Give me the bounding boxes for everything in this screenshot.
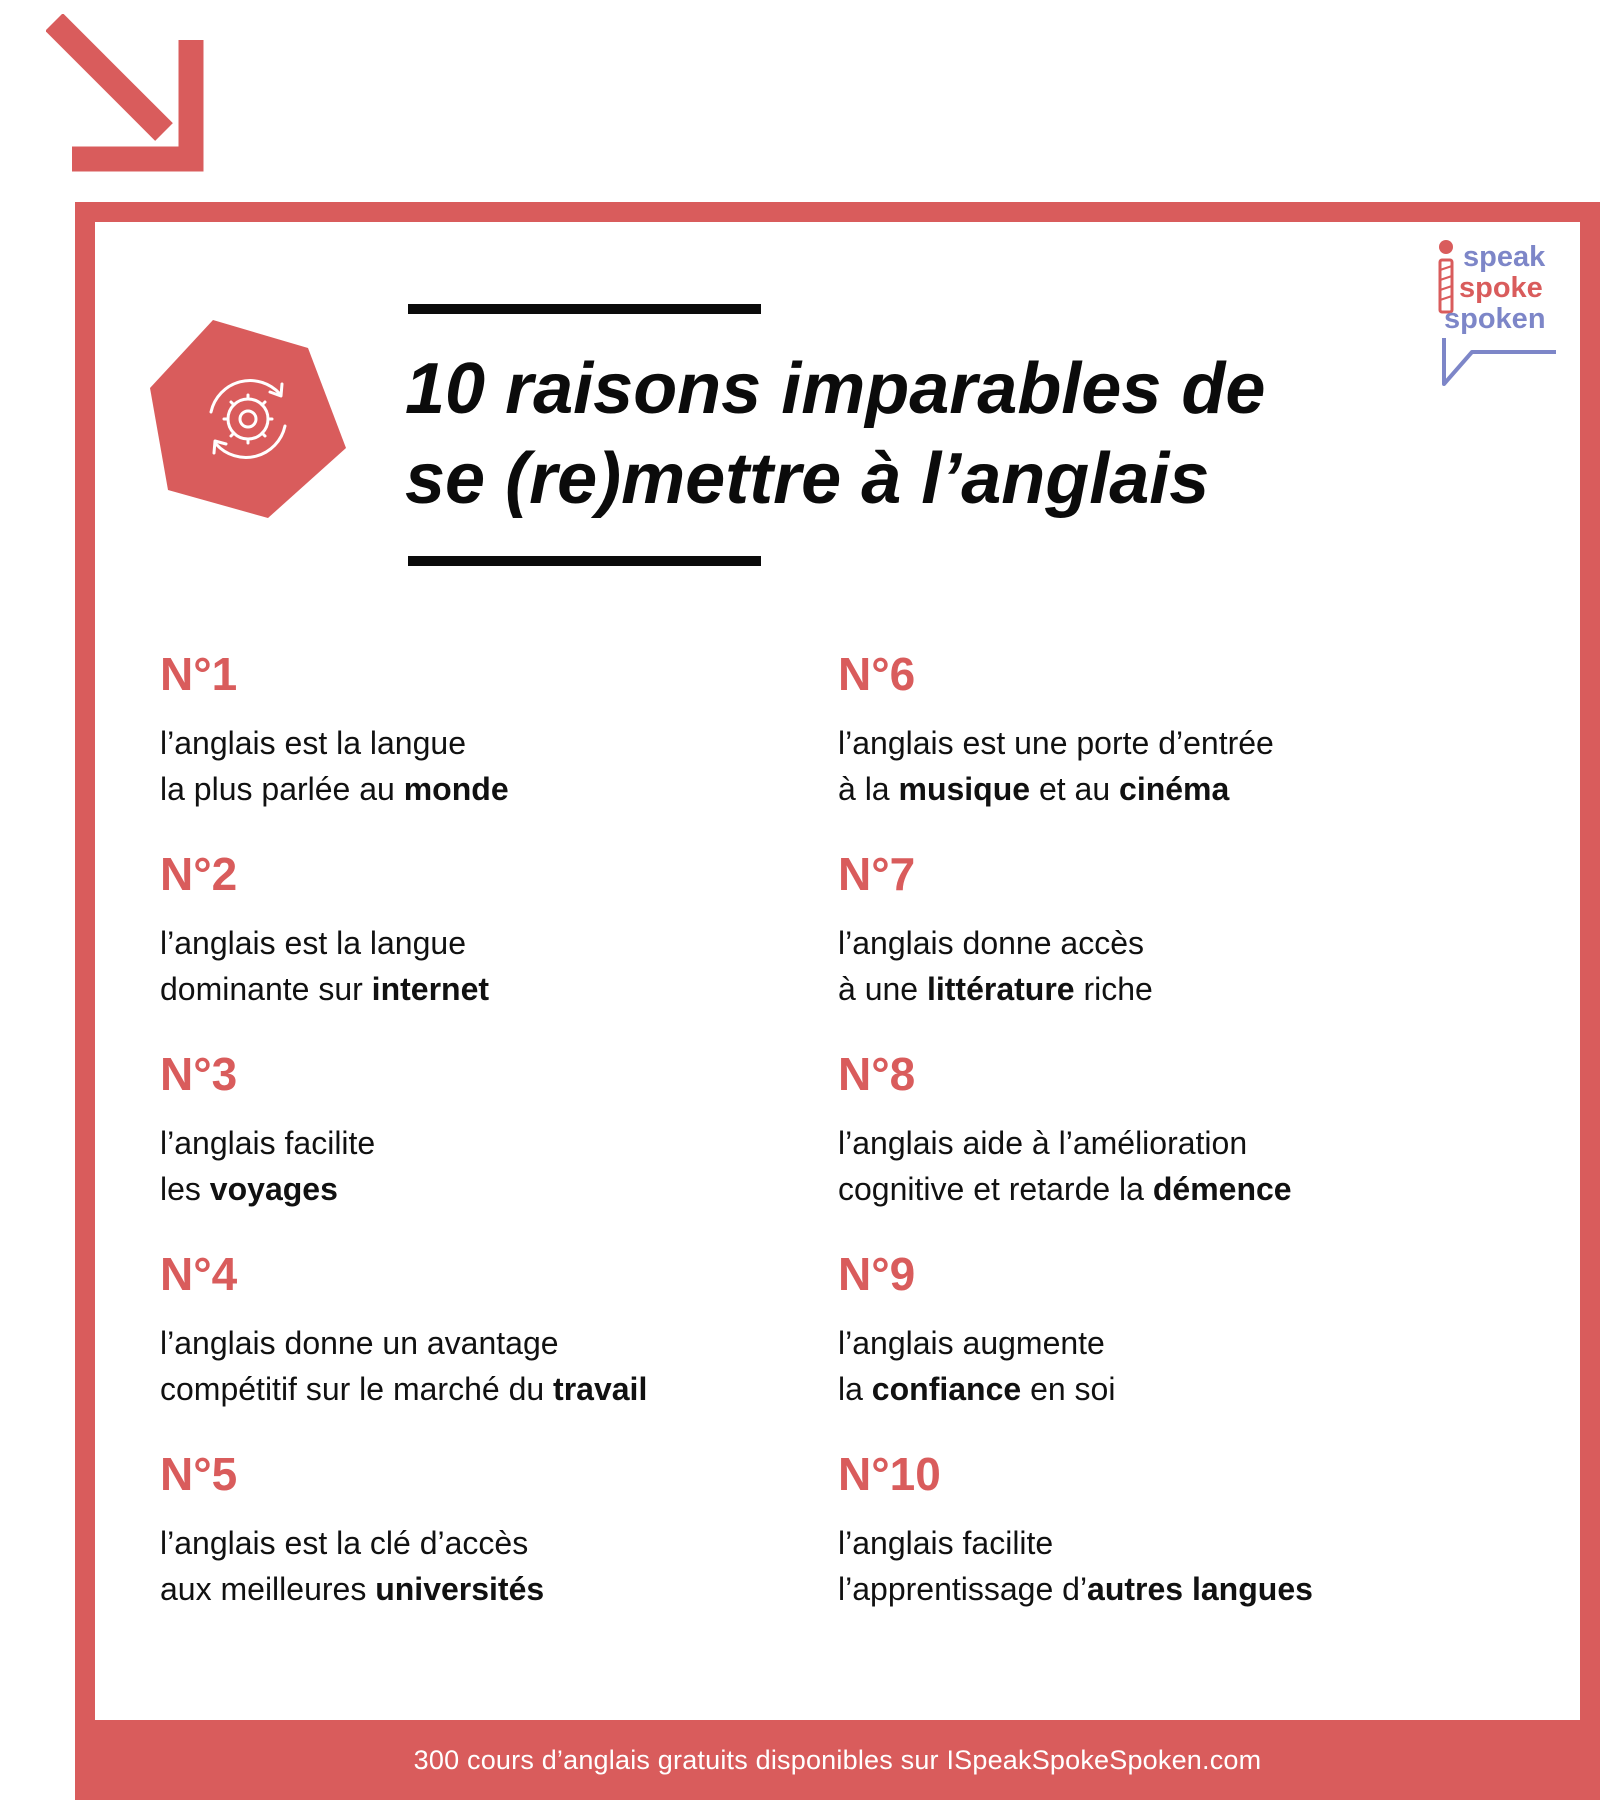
reason-line-1: l’anglais aide à l’amélioration xyxy=(838,1125,1248,1161)
footer-text: 300 cours d’anglais gratuits disponibles sur ISpeakSpokeSpoken.com xyxy=(413,1745,1262,1775)
logo-word-spoke: spoke xyxy=(1459,272,1543,304)
reason-line-1: l’anglais est la langue xyxy=(160,725,466,761)
reason-item-5 xyxy=(160,1446,780,1612)
reason-number: N°2 xyxy=(160,848,238,900)
reason-line-2: cognitive et retarde la démence xyxy=(838,1171,1292,1207)
reason-text xyxy=(160,1520,780,1612)
speech-bubble-icon xyxy=(1444,338,1556,384)
title-line-1: 10 raisons imparables de xyxy=(405,349,1266,429)
reason-item-4 xyxy=(160,1246,780,1412)
reason-line-2: l’apprentissage d’autres langues xyxy=(838,1571,1313,1607)
reason-line-1: l’anglais est la clé d’accès xyxy=(160,1525,529,1561)
reason-line-1: l’anglais donne accès xyxy=(838,925,1144,961)
reason-item-2 xyxy=(160,846,780,1012)
reason-number: N°4 xyxy=(160,1248,238,1300)
reason-line-1: l’anglais est une porte d’entrée xyxy=(838,725,1274,761)
reason-keyword: confiance xyxy=(871,1371,1022,1407)
reason-text xyxy=(838,1320,1458,1412)
reason-line-1: l’anglais facilite xyxy=(838,1525,1054,1561)
reason-line-2: aux meilleures universités xyxy=(160,1571,545,1607)
reason-line-1: l’anglais augmente xyxy=(838,1325,1105,1361)
reason-line-2: dominante sur internet xyxy=(160,971,490,1007)
reason-keyword: universités xyxy=(375,1571,545,1607)
reason-keyword: cinéma xyxy=(1119,771,1230,807)
reason-text xyxy=(838,1120,1458,1212)
reason-text xyxy=(838,920,1458,1012)
reason-keyword: voyages xyxy=(209,1171,338,1207)
reason-item-3 xyxy=(160,1046,780,1212)
reason-number: N°3 xyxy=(160,1048,238,1100)
reason-line-2: à une littérature riche xyxy=(838,971,1153,1007)
title-line-2: se (re)mettre à l’anglais xyxy=(405,439,1210,519)
title-rule-bottom xyxy=(408,556,761,566)
reason-text xyxy=(160,1320,780,1412)
reason-number: N°8 xyxy=(838,1048,916,1100)
reason-text xyxy=(160,720,780,812)
reason-line-2: la confiance en soi xyxy=(838,1371,1116,1407)
reason-line-1: l’anglais est la langue xyxy=(160,925,466,961)
logo-word-speak: speak xyxy=(1463,241,1546,273)
page-title xyxy=(405,344,1405,524)
reason-number: N°7 xyxy=(838,848,916,900)
reason-line-2: la plus parlée au monde xyxy=(160,771,509,807)
reason-text xyxy=(160,920,780,1012)
reason-line-1: l’anglais facilite xyxy=(160,1125,376,1161)
logo-dot xyxy=(1439,240,1453,254)
reason-keyword: littérature xyxy=(926,971,1075,1007)
reason-number: N°1 xyxy=(160,648,238,700)
reason-keyword: autres langues xyxy=(1087,1571,1313,1607)
reason-item-6 xyxy=(838,646,1458,812)
reason-item-10 xyxy=(838,1446,1458,1612)
reason-text xyxy=(838,1520,1458,1612)
reason-keyword: internet xyxy=(371,971,490,1007)
ispeakspokespoken-logo xyxy=(1432,236,1572,390)
logo-word-spoken: spoken xyxy=(1444,303,1546,335)
reason-item-8 xyxy=(838,1046,1458,1212)
reason-line-2: compétitif sur le marché du travail xyxy=(160,1371,648,1407)
reason-item-7 xyxy=(838,846,1458,1012)
title-rule-top xyxy=(408,304,761,314)
reason-keyword: démence xyxy=(1152,1171,1292,1207)
reason-keyword: monde xyxy=(403,771,509,807)
reason-text xyxy=(160,1120,780,1212)
reason-line-2: les voyages xyxy=(160,1171,338,1207)
arrow-down-right-icon xyxy=(46,14,206,174)
hexagon-badge xyxy=(148,318,348,520)
reason-item-9 xyxy=(838,1246,1458,1412)
reason-text xyxy=(838,720,1458,812)
reason-number: N°5 xyxy=(160,1448,238,1500)
reason-line-1: l’anglais donne un avantage xyxy=(160,1325,559,1361)
reason-number: N°9 xyxy=(838,1248,916,1300)
reason-number: N°6 xyxy=(838,648,916,700)
reason-item-1 xyxy=(160,646,780,812)
reason-line-2: à la musique et au cinéma xyxy=(838,771,1230,807)
reason-keyword: musique xyxy=(898,771,1031,807)
reason-keyword: travail xyxy=(553,1371,648,1407)
reason-number: N°10 xyxy=(838,1448,941,1500)
